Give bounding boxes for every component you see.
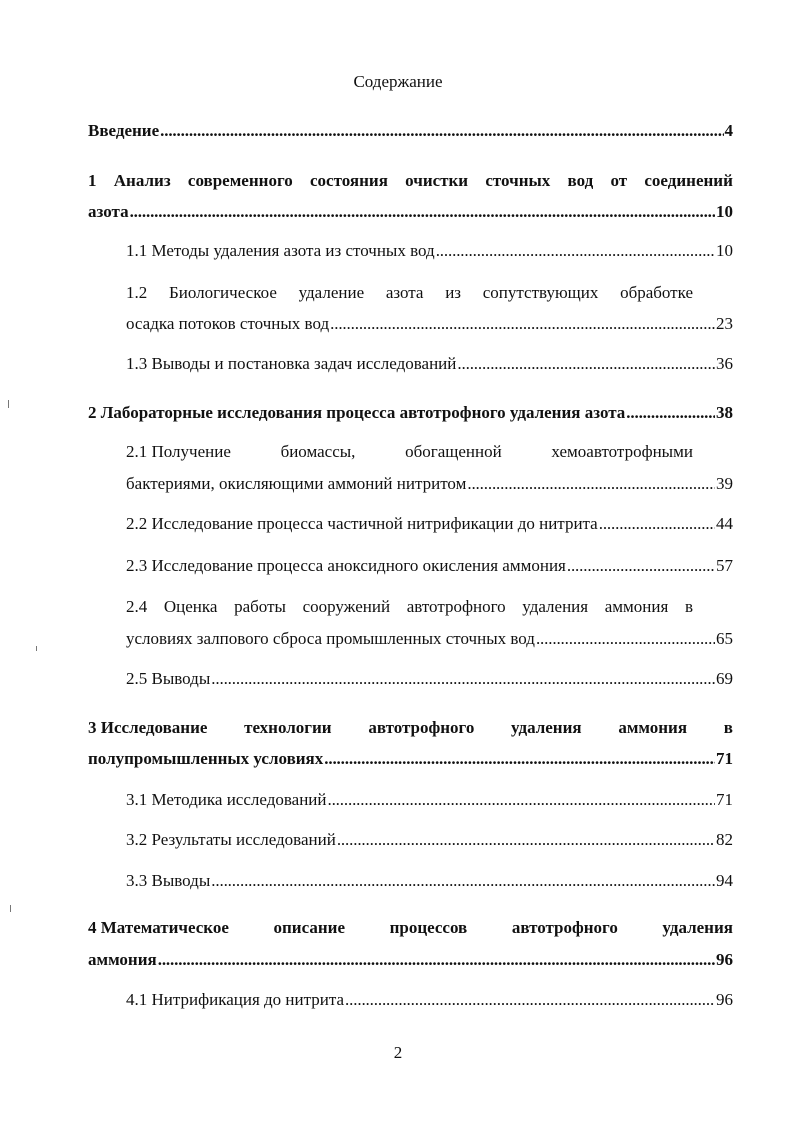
- toc-label: 2 Лабораторные исследования процесса автотрофного удаления азота: [88, 403, 626, 422]
- toc-word: обогащенной: [405, 442, 502, 461]
- toc-page-number: 4: [724, 121, 733, 140]
- toc-word: процессов: [389, 918, 468, 937]
- toc-label: 1.1 Методы удаления азота из сточных вод: [126, 241, 435, 260]
- toc-leader: [536, 629, 715, 649]
- toc-word: аммония: [604, 597, 669, 616]
- toc-entry-chapter-2[interactable]: [88, 403, 733, 423]
- toc-label: 2.5 Выводы: [126, 669, 211, 688]
- toc-word: обработке: [620, 283, 693, 302]
- toc-word: Оценка: [163, 597, 218, 616]
- toc-entry-1-2-cont[interactable]: [126, 314, 733, 334]
- toc-word: хемоавтотрофными: [551, 442, 693, 461]
- toc-leader: [330, 314, 715, 334]
- toc-leader: [160, 121, 723, 141]
- toc-leader: [158, 950, 715, 970]
- toc-word: 2.4: [126, 597, 148, 616]
- toc-word: 2.1 Получение: [126, 442, 231, 461]
- toc-word: 1: [88, 171, 97, 190]
- toc-leader: [567, 556, 715, 576]
- toc-label: бактериями, окисляющими аммоний нитритом: [126, 474, 467, 493]
- toc-word: современного: [187, 171, 293, 190]
- toc-word: технологии: [244, 718, 332, 737]
- toc-leader: [337, 830, 715, 850]
- toc-page-number: 39: [716, 474, 733, 493]
- toc-entry-2-4-cont[interactable]: [126, 629, 733, 649]
- toc-word: удаления: [522, 597, 589, 616]
- toc-leader: [457, 354, 715, 374]
- toc-word: вод: [567, 171, 594, 190]
- toc-word: очистки: [405, 171, 469, 190]
- toc-label: аммония: [88, 950, 157, 969]
- toc-leader: [345, 990, 715, 1010]
- page-number: 2: [393, 1043, 403, 1062]
- toc-leader: [467, 474, 715, 494]
- toc-entry-2-4[interactable]: [126, 597, 693, 617]
- toc-word: удаление: [298, 283, 365, 302]
- toc-leader: [436, 241, 715, 261]
- toc-label: полупромышленных условиях: [88, 749, 324, 768]
- toc-entry-chapter-3-cont[interactable]: [88, 749, 733, 769]
- toc-page-number: 23: [716, 314, 733, 333]
- toc-word: соединений: [644, 171, 733, 190]
- toc-entry-2-3[interactable]: [126, 556, 733, 576]
- toc-page-number: 94: [716, 871, 733, 890]
- toc-entry-1-3[interactable]: [126, 354, 733, 374]
- toc-word: удаления: [662, 918, 733, 937]
- toc-label: 3.2 Результаты исследований: [126, 830, 336, 849]
- toc-word: Биологическое: [168, 283, 277, 302]
- toc-page-number: 44: [716, 514, 733, 533]
- toc-label: осадка потоков сточных вод: [126, 314, 330, 333]
- toc-entry-chapter-4[interactable]: [88, 918, 733, 938]
- toc-word: в: [723, 718, 733, 737]
- scan-mark: [10, 905, 11, 912]
- toc-entry-3-3[interactable]: [126, 871, 733, 891]
- toc-word: сооружений: [302, 597, 391, 616]
- toc-word: 4 Математическое: [88, 918, 229, 937]
- toc-entry-4-1[interactable]: [126, 990, 733, 1010]
- toc-entry-3-1[interactable]: [126, 790, 733, 810]
- toc-leader: [626, 403, 715, 423]
- toc-entry-chapter-4-cont[interactable]: [88, 950, 733, 970]
- toc-word: сопутствующих: [482, 283, 599, 302]
- scan-mark: [8, 400, 9, 408]
- toc-entry-chapter-1[interactable]: [88, 171, 733, 191]
- toc-word: 1.2: [126, 283, 148, 302]
- toc-leader: [599, 514, 715, 534]
- toc-page-number: 71: [716, 790, 733, 809]
- toc-page-number: 96: [716, 950, 733, 969]
- toc-word: биомассы,: [280, 442, 356, 461]
- toc-entry-3-2[interactable]: [126, 830, 733, 850]
- toc-page-number: 10: [716, 202, 733, 221]
- toc-entry-2-5[interactable]: [126, 669, 733, 689]
- toc-page-number: 69: [716, 669, 733, 688]
- toc-word: автотрофного: [368, 718, 475, 737]
- toc-entry-introduction[interactable]: [88, 121, 733, 141]
- toc-label: 2.2 Исследование процесса частичной нитрификации до нитрита: [126, 514, 598, 533]
- toc-word: 3 Исследование: [88, 718, 208, 737]
- toc-word: автотрофного: [406, 597, 506, 616]
- toc-page-number: 71: [716, 749, 733, 768]
- toc-leader: [324, 749, 715, 769]
- toc-word: состояния: [310, 171, 388, 190]
- toc-word: из: [445, 283, 462, 302]
- toc-label: азота: [88, 202, 129, 221]
- toc-label: Введение: [88, 121, 160, 140]
- toc-label: 1.3 Выводы и постановка задач исследований: [126, 354, 457, 373]
- toc-leader: [211, 669, 715, 689]
- page-title: Содержание: [353, 72, 443, 91]
- toc-page-number: 36: [716, 354, 733, 373]
- scan-mark: [36, 646, 37, 651]
- toc-page-number: 10: [716, 241, 733, 260]
- toc-page-number: 57: [716, 556, 733, 575]
- toc-page-number: 96: [716, 990, 733, 1009]
- toc-label: 3.3 Выводы: [126, 871, 211, 890]
- toc-entry-2-1-cont[interactable]: [126, 474, 733, 494]
- toc-word: сточных: [485, 171, 551, 190]
- toc-entry-chapter-1-cont[interactable]: [88, 202, 733, 222]
- toc-word: удаления: [511, 718, 582, 737]
- toc-word: работы: [234, 597, 286, 616]
- toc-leader: [327, 790, 715, 810]
- toc-leader: [211, 871, 715, 891]
- toc-word: автотрофного: [511, 918, 618, 937]
- toc-entry-2-1[interactable]: [126, 442, 693, 462]
- toc-word: азота: [385, 283, 424, 302]
- toc-leader: [130, 202, 715, 222]
- toc-page-number: 82: [716, 830, 733, 849]
- toc-word: описание: [273, 918, 345, 937]
- toc-word: от: [610, 171, 628, 190]
- toc-word: в: [684, 597, 693, 616]
- toc-label: 2.3 Исследование процесса аноксидного окисления аммония: [126, 556, 566, 575]
- toc-entry-chapter-3[interactable]: [88, 718, 733, 738]
- toc-label: 3.1 Методика исследований: [126, 790, 327, 809]
- toc-page-number: 65: [716, 629, 733, 648]
- toc-page-number: 38: [716, 403, 733, 422]
- toc-entry-1-2[interactable]: [126, 283, 693, 303]
- toc-label: 4.1 Нитрификация до нитрита: [126, 990, 345, 1009]
- toc-label: условиях залпового сброса промышленных сточных вод: [126, 629, 535, 648]
- toc-word: аммония: [618, 718, 688, 737]
- toc-word: Анализ: [113, 171, 171, 190]
- toc-entry-1-1[interactable]: [126, 241, 733, 261]
- toc-entry-2-2[interactable]: [126, 514, 733, 534]
